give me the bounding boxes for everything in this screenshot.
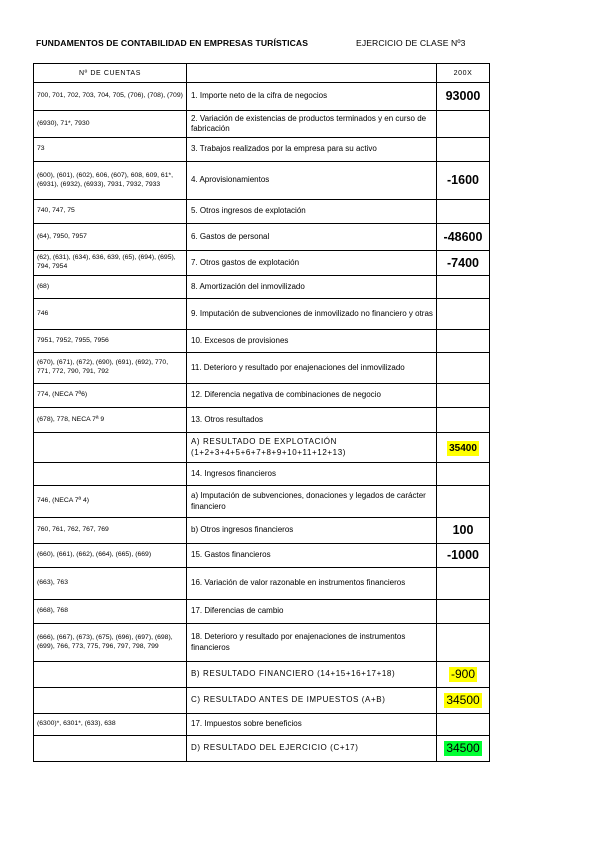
- accounts-cell: (668), 768: [34, 600, 187, 624]
- value-cell: [437, 600, 490, 624]
- table-row: [34, 162, 490, 200]
- header-accounts: Nº DE CUENTAS: [34, 64, 187, 83]
- value-cell: [437, 384, 490, 408]
- table-row: [34, 486, 490, 518]
- concept-cell: A) RESULTADO DE EXPLOTACIÓN (1+2+3+4+5+6+7+8+9+10+11+12+13): [187, 433, 437, 463]
- accounts-cell: (600), (601), (602), 606, (607), 608, 609, 61*, (6931), (6932), (6933), 7931, 7932, 7933: [34, 162, 187, 200]
- value-cell: [437, 224, 490, 251]
- value-cell: [437, 276, 490, 299]
- value-cell: [437, 486, 490, 518]
- header-concept: [187, 64, 437, 83]
- table-row: [34, 384, 490, 408]
- accounts-cell: (670), (671), (672), (690), (691), (692), 770, 771, 772, 790, 791, 792: [34, 353, 187, 384]
- value-cell: [437, 714, 490, 736]
- concept-cell: 6. Gastos de personal: [187, 224, 437, 251]
- value-cell: [437, 624, 490, 662]
- table-row: [34, 200, 490, 224]
- accounts-cell: (663), 763: [34, 568, 187, 600]
- concept-cell: D) RESULTADO DEL EJERCICIO (C+17): [187, 736, 437, 762]
- table-row: [34, 544, 490, 568]
- concept-cell: 15. Gastos financieros: [187, 544, 437, 568]
- table-row: [34, 299, 490, 330]
- accounts-cell: (64), 7950, 7957: [34, 224, 187, 251]
- table-row: [34, 463, 490, 486]
- concept-cell: 13. Otros resultados: [187, 408, 437, 433]
- table-row: [34, 600, 490, 624]
- value-cell: [437, 111, 490, 138]
- table-row: [34, 714, 490, 736]
- value-cell: [437, 544, 490, 568]
- value-cell: [437, 433, 490, 463]
- accounts-cell: (666), (667), (673), (675), (696), (697), (698), (699), 766, 773, 775, 796, 797, 798, 799: [34, 624, 187, 662]
- table-row: [34, 111, 490, 138]
- concept-cell: 3. Trabajos realizados por la empresa para su activo: [187, 138, 437, 162]
- table-row: [34, 624, 490, 662]
- concept-cell: 18. Deterioro y resultado por enajenaciones de instrumentos financieros: [187, 624, 437, 662]
- accounts-cell: [34, 688, 187, 714]
- value-text: -1000: [447, 548, 479, 562]
- accounts-cell: 73: [34, 138, 187, 162]
- concept-cell: 16. Variación de valor razonable en instrumentos financieros: [187, 568, 437, 600]
- concept-cell: 11. Deterioro y resultado por enajenaciones del inmovilizado: [187, 353, 437, 384]
- concept-cell: C) RESULTADO ANTES DE IMPUESTOS (A+B): [187, 688, 437, 714]
- value-cell: [437, 463, 490, 486]
- result-value-highlight: 35400: [449, 442, 477, 454]
- value-cell: [437, 408, 490, 433]
- table-row: [34, 251, 490, 276]
- table-row: [34, 353, 490, 384]
- concept-cell: 17. Diferencias de cambio: [187, 600, 437, 624]
- exercise-label: EJERCICIO DE CLASE Nº3: [356, 38, 466, 48]
- table-row-result: [34, 736, 490, 762]
- concept-cell: 2. Variación de existencias de productos terminados y en curso de fabricación: [187, 111, 437, 138]
- table-row: [34, 408, 490, 433]
- accounts-cell: 760, 761, 762, 767, 769: [34, 518, 187, 544]
- table-row-result: [34, 688, 490, 714]
- accounts-cell: 746, (NECA 7ª 4): [34, 486, 187, 518]
- value-cell: [437, 353, 490, 384]
- value-text: -1600: [447, 173, 479, 187]
- concept-cell: 8. Amortización del inmovilizado: [187, 276, 437, 299]
- accounts-cell: (660), (661), (662), (664), (665), (669): [34, 544, 187, 568]
- accounts-cell: [34, 662, 187, 688]
- table-row-result: [34, 662, 490, 688]
- result-value-highlight: -900: [450, 667, 476, 681]
- value-cell: [437, 330, 490, 353]
- concept-cell: 5. Otros ingresos de explotación: [187, 200, 437, 224]
- concept-cell: 12. Diferencia negativa de combinaciones de negocio: [187, 384, 437, 408]
- concept-cell: 9. Imputación de subvenciones de inmovilizado no financiero y otras: [187, 299, 437, 330]
- accounts-cell: 740, 747, 75: [34, 200, 187, 224]
- table-row: [34, 138, 490, 162]
- value-text: -48600: [443, 229, 483, 244]
- value-cell: [437, 688, 490, 714]
- accounts-cell: 700, 701, 702, 703, 704, 705, (706), (708), (709): [34, 83, 187, 111]
- accounts-cell: 746: [34, 299, 187, 330]
- table-row-result: [34, 433, 490, 463]
- value-text: 100: [452, 523, 474, 537]
- concept-cell: b) Otros ingresos financieros: [187, 518, 437, 544]
- table-row: [34, 83, 490, 111]
- value-cell: [437, 736, 490, 762]
- concept-cell: 14. Ingresos financieros: [187, 463, 437, 486]
- accounts-cell: (678), 778, NECA 7ª 9: [34, 408, 187, 433]
- table-header-row: [34, 64, 490, 83]
- value-cell: [437, 162, 490, 200]
- concept-cell: 17. Impuestos sobre beneficios: [187, 714, 437, 736]
- accounts-cell: [34, 736, 187, 762]
- accounts-cell: [34, 463, 187, 486]
- table-row: [34, 568, 490, 600]
- accounts-cell: 774, (NECA 7ª6): [34, 384, 187, 408]
- accounts-cell: (6300)*, 6301*, (633), 638: [34, 714, 187, 736]
- table-row: [34, 330, 490, 353]
- accounts-cell: (68): [34, 276, 187, 299]
- value-cell: [437, 662, 490, 688]
- accounts-cell: (62), (631), (634), 636, 639, (65), (694), (695), 794, 7954: [34, 251, 187, 276]
- value-cell: [437, 299, 490, 330]
- result-value-highlight: 34500: [446, 693, 480, 707]
- value-cell: [437, 568, 490, 600]
- income-statement-table: [33, 63, 490, 762]
- concept-cell: 10. Excesos de provisiones: [187, 330, 437, 353]
- value-cell: [437, 518, 490, 544]
- value-cell: [437, 138, 490, 162]
- final-result-highlight: 34500: [446, 741, 480, 755]
- value-cell: [437, 83, 490, 111]
- value-text: 93000: [445, 89, 481, 103]
- accounts-cell: 7951, 7952, 7955, 7956: [34, 330, 187, 353]
- value-cell: [437, 251, 490, 276]
- table-row: [34, 224, 490, 251]
- value-cell: [437, 200, 490, 224]
- table-row: [34, 276, 490, 299]
- accounts-cell: [34, 433, 187, 463]
- accounts-cell: (6930), 71*, 7930: [34, 111, 187, 138]
- header-value: 200X: [437, 64, 490, 83]
- concept-cell: B) RESULTADO FINANCIERO (14+15+16+17+18): [187, 662, 437, 688]
- table-row: [34, 518, 490, 544]
- concept-cell: 1. Importe neto de la cifra de negocios: [187, 83, 437, 111]
- concept-cell: 7. Otros gastos de explotación: [187, 251, 437, 276]
- document-title: FUNDAMENTOS DE CONTABILIDAD EN EMPRESAS TURÍSTICAS: [36, 38, 309, 48]
- concept-cell: a) Imputación de subvenciones, donaciones y legados de carácter financiero: [187, 486, 437, 518]
- concept-cell: 4. Aprovisionamientos: [187, 162, 437, 200]
- value-text: -7400: [447, 255, 479, 270]
